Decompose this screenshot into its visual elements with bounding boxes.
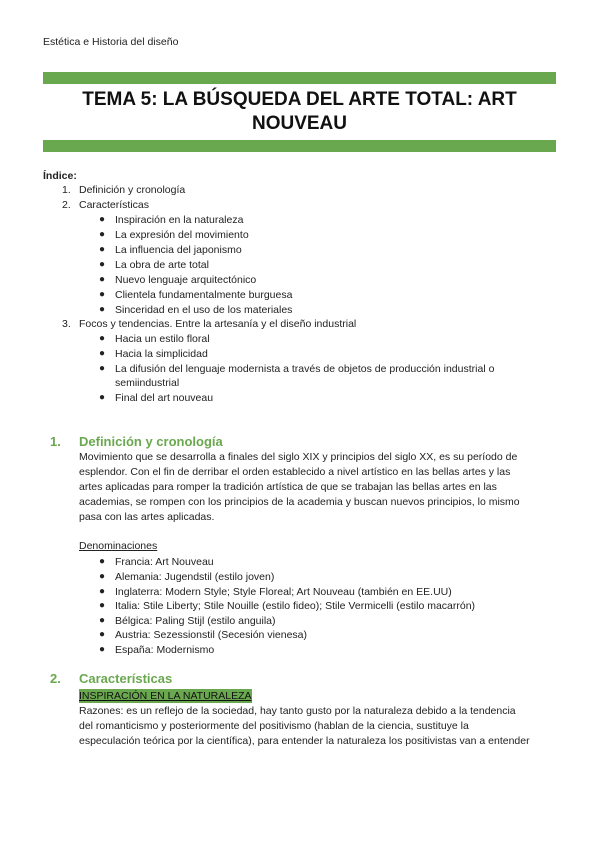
index-subitem: La expresión del movimiento	[115, 229, 249, 241]
section-paragraph	[79, 704, 549, 749]
denominacion-item: Bélgica: Paling Stijl (estilo anguila)	[115, 615, 276, 627]
title-line-1: TEMA 5: LA BÚSQUEDA DEL ARTE TOTAL: ART	[82, 89, 517, 110]
denominacion-item: Alemania: Jugendstil (estilo joven)	[115, 571, 275, 583]
paragraph-line: Razones: es un reflejo de la sociedad, hay tanto gusto por la naturaleza debido a la tendencia	[79, 705, 516, 717]
index-label: Índice:	[43, 170, 77, 182]
section-number: 2.	[50, 671, 61, 686]
bullet-icon: ●	[99, 244, 106, 255]
index-subitem: Sinceridad en el uso de los materiales	[115, 304, 293, 316]
title-bottom-bar	[43, 140, 556, 152]
subsection-heading: INSPIRACIÓN EN LA NATURALEZA	[79, 690, 252, 702]
bullet-icon: ●	[99, 259, 106, 270]
index-subitem: Nuevo lenguaje arquitectónico	[115, 274, 257, 286]
denominacion-item: España: Modernismo	[115, 644, 215, 656]
denominacion-item: Italia: Stile Liberty; Stile Nouille (estilo fideo); Stile Vermicelli (estilo macarrón)	[115, 600, 476, 612]
section-paragraph	[79, 450, 549, 525]
index-item: Definición y cronología	[79, 184, 186, 196]
denominacion-item: Francia: Art Nouveau	[115, 556, 214, 568]
index-number: 2.	[62, 199, 71, 211]
section-number: 1.	[50, 434, 61, 449]
section-title: Definición y cronología	[79, 434, 223, 449]
bullet-icon: ●	[99, 615, 106, 626]
bullet-icon: ●	[99, 289, 106, 300]
paragraph-line: Movimiento que se desarrolla a finales del siglo XIX y principios del siglo XX, es su período de	[79, 451, 518, 463]
index-subitem-continuation: semiindustrial	[115, 377, 180, 389]
bullet-icon: ●	[99, 304, 106, 315]
bullet-icon: ●	[99, 363, 106, 374]
bullet-icon: ●	[99, 214, 106, 225]
paragraph-line: pasa con las artes aplicadas.	[79, 511, 215, 523]
course-header: Estética e Historia del diseño	[43, 36, 179, 48]
index-number: 1.	[62, 184, 71, 196]
bullet-icon: ●	[99, 229, 106, 240]
bullet-icon: ●	[99, 629, 106, 640]
paragraph-line: esplendor. Con el fin de derribar el orden establecido a nivel artístico en las bellas artes y las	[79, 466, 511, 478]
index-subitem: Clientela fundamentalmente burguesa	[115, 289, 293, 301]
paragraph-line: del romanticismo y posteriormente del positivismo (hablan de la ciencia, sustituye la	[79, 720, 469, 732]
index-subitem: Hacia la simplicidad	[115, 348, 208, 360]
bullet-icon: ●	[99, 556, 106, 567]
bullet-icon: ●	[99, 392, 106, 403]
index-item: Características	[79, 199, 150, 211]
title-line-2: NOUVEAU	[251, 113, 347, 134]
paragraph-line: artes aplicadas para romper la tradición artística de que se trabajan las bellas artes en las	[79, 481, 497, 493]
paragraph-line: especulación teórica por la científica), para entender la naturaleza los positivistas van a entender	[79, 735, 530, 747]
title-top-bar	[43, 72, 556, 84]
index-number: 3.	[62, 318, 71, 330]
bullet-icon: ●	[99, 586, 106, 597]
index-subitem: Inspiración en la naturaleza	[115, 214, 244, 226]
bullet-icon: ●	[99, 644, 106, 655]
paragraph-line: academias, se rompen con los principios de la academia y buscan nuevos principios, lo mismo	[79, 496, 520, 508]
index-subitem: La difusión del lenguaje modernista a través de objetos de producción industrial o	[115, 363, 495, 375]
index-subitem: Hacia un estilo floral	[115, 333, 210, 345]
index-subitem: La obra de arte total	[115, 259, 209, 271]
denominacion-item: Inglaterra: Modern Style; Style Floreal; Art Nouveau (también en EE.UU)	[115, 586, 452, 598]
bullet-icon: ●	[99, 348, 106, 359]
denominacion-item: Austria: Sezessionstil (Secesión vienesa)	[115, 629, 308, 641]
page-title	[43, 88, 556, 136]
index-item: Focos y tendencias. Entre la artesanía y el diseño industrial	[79, 318, 357, 330]
bullet-icon: ●	[99, 600, 106, 611]
bullet-icon: ●	[99, 274, 106, 285]
index-subitem: La influencia del japonismo	[115, 244, 242, 256]
denominaciones-label: Denominaciones	[79, 540, 158, 552]
index-subitem: Final del art nouveau	[115, 392, 214, 404]
bullet-icon: ●	[99, 571, 106, 582]
bullet-icon: ●	[99, 333, 106, 344]
section-title: Características	[79, 671, 173, 686]
